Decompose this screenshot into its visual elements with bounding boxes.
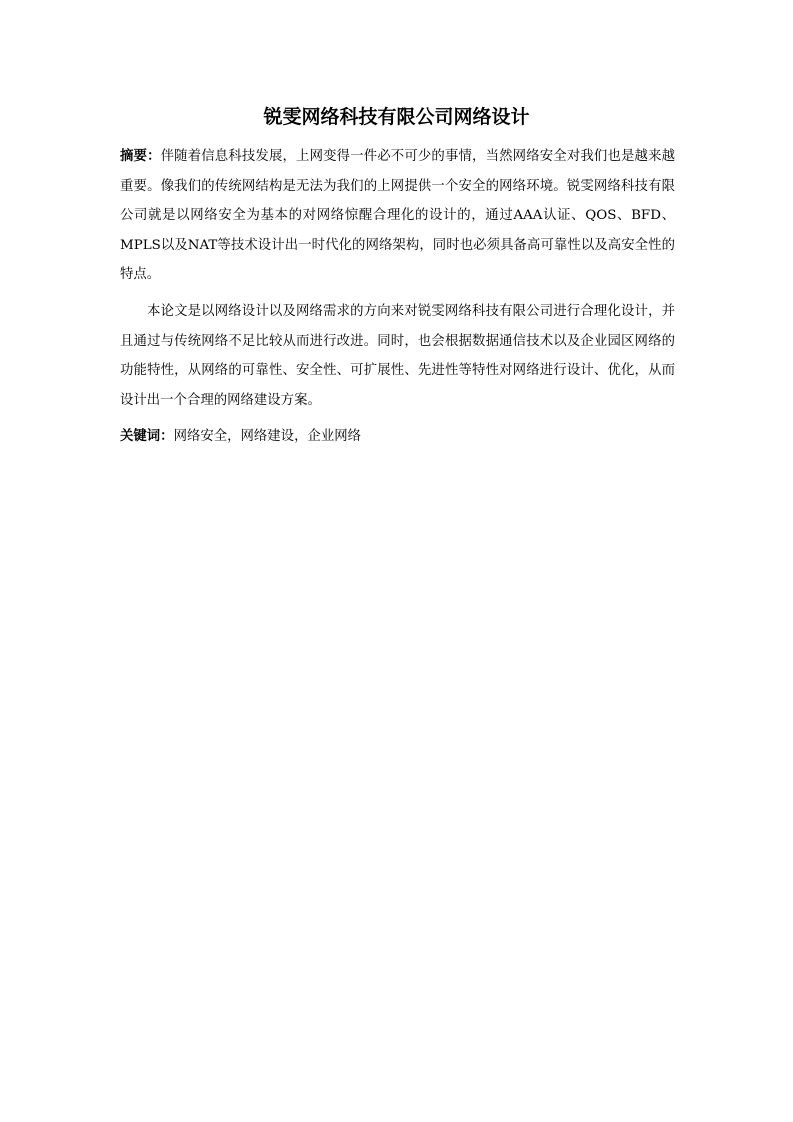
abstract-paragraph [120,142,675,290]
keywords-line [120,422,675,452]
document-title: 锐雯网络科技有限公司网络设计 [263,106,530,128]
abstract-text: 伴随着信息科技发展，上网变得一件必不可少的事情，当然网络安全对我们也是越来越重要。像我们的传统网结构是无法为我们的上网提供一个安全的网络环境。锐雯网络科技有限公司就是以网络安全为基本的对网络惊醒合理化的设计的，通过AAA认证、QOS、BFD、MPLS以及NAT等技术设计出一时代化的网络架构，同时也必须具备高可靠性以及高安全性的特点。 [120,149,676,282]
keywords-label: 关键词： [120,429,174,444]
abstract-label: 摘要： [120,149,161,164]
keywords-text: 网络安全，网络建设，企业网络 [173,429,362,444]
body-paragraph: 本论文是以网络设计以及网络需求的方向来对锐雯网络科技有限公司进行合理化设计，并且通过与传统网络不足比较从而进行改进。同时，也会根据数据通信技术以及企业园区网络的功能特性，从网络的可靠性、安全性、可扩展性、先进性等特性对网络进行设计、优化，从而设计出一个合理的网络建设方案。 [120,304,675,408]
